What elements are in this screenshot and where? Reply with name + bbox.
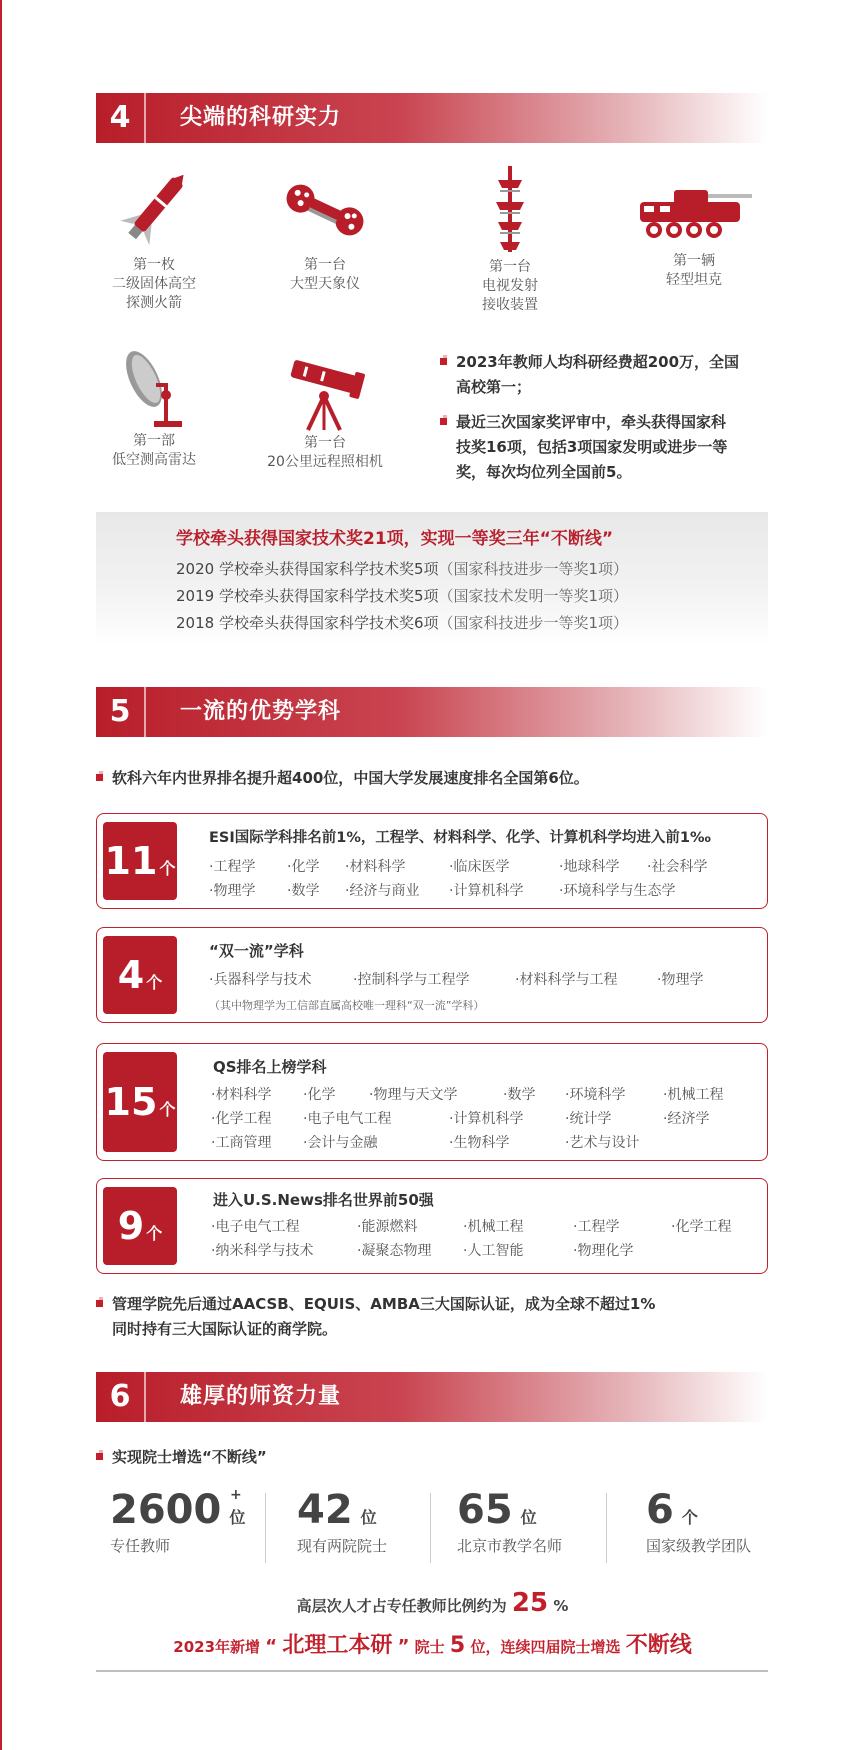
telescope-camera-icon	[280, 352, 370, 432]
subject-tag: ·计算机科学	[449, 1111, 524, 1127]
section-header-4	[96, 93, 768, 143]
subject-tag: ·经济与商业	[345, 883, 420, 899]
subject-tag: ·环境科学	[565, 1087, 626, 1103]
subject-tag: ·机械工程	[663, 1087, 724, 1103]
subject-tag: ·化学	[287, 859, 320, 875]
subject-tag: ·会计与金融	[303, 1135, 378, 1151]
subject-tag: ·艺术与设计	[565, 1135, 640, 1151]
bullet-marker	[96, 1300, 103, 1307]
count-number: 9	[117, 1204, 145, 1248]
subject-tag: ·人工智能	[463, 1243, 524, 1259]
award-paren: （国家科技进步一等奖1项）	[438, 614, 629, 632]
subject-tag: ·物理学	[657, 972, 704, 988]
research-bullet-1	[440, 350, 770, 400]
count-number: 4	[117, 953, 145, 997]
award-main: 2020 学校牵头获得国家科学技术奖5项	[176, 560, 439, 578]
stat-value: 42	[297, 1487, 353, 1533]
tank-icon	[634, 180, 754, 250]
subject-tag: ·兵器科学与技术	[209, 972, 312, 988]
academician-highlight	[0, 1628, 865, 1659]
caption-line: 低空测高雷达	[112, 452, 196, 468]
subject-tag: ·化学工程	[671, 1219, 732, 1235]
ratio-symbol: %	[553, 1597, 569, 1615]
stat-beijing-teachers	[457, 1487, 562, 1556]
highlight-text: 2023年新增	[173, 1638, 261, 1656]
count-badge	[103, 1187, 177, 1265]
caption-line: 二级固体高空	[112, 276, 196, 292]
esi-panel	[96, 813, 768, 909]
caption-line: 第一台	[304, 257, 346, 273]
ratio-value: 25	[511, 1588, 549, 1618]
highlight-text: 位，连续四届院士增选	[470, 1638, 621, 1656]
stat-label: 专任教师	[110, 1537, 171, 1555]
award-paren: （国家技术发明一等奖1项）	[438, 587, 629, 605]
subject-tag: ·材料科学	[211, 1087, 272, 1103]
subject-tag: ·电子电气工程	[211, 1219, 300, 1235]
quote-mark: “	[265, 1636, 278, 1657]
bullet-marker	[440, 418, 447, 425]
section-number: 4	[96, 93, 146, 143]
subject-tag: ·社会科学	[647, 859, 708, 875]
subject-tag: ·经济学	[663, 1111, 710, 1127]
subject-tag: ·环境科学与生态学	[559, 883, 676, 899]
first-remote-camera	[255, 352, 395, 472]
stat-unit: 个	[681, 1508, 698, 1527]
section-title: 尖端的科研实力	[180, 105, 342, 130]
highlight-text: 北理工本研	[282, 1633, 393, 1658]
highlight-text: 院士	[414, 1638, 445, 1656]
intro-text: 实现院士增选“不断线”	[112, 1448, 267, 1466]
section-header-5	[96, 687, 768, 737]
caption-line: 第一台	[304, 435, 346, 451]
award-main: 2019 学校牵头获得国家科学技术奖5项	[176, 587, 439, 605]
stat-teaching-teams	[646, 1487, 751, 1556]
bullet-line: 技奖16项，包括3项国家发明或进步一等	[456, 438, 728, 456]
divider	[606, 1493, 607, 1563]
first-planetarium	[255, 170, 395, 294]
panel-title: “双一流”学科	[209, 942, 304, 960]
subject-tag: ·物理化学	[573, 1243, 634, 1259]
bullet-line: 高校第一；	[456, 378, 532, 396]
double-first-class-panel	[96, 927, 768, 1023]
award-line-2018	[176, 612, 628, 633]
subject-tag: ·化学	[303, 1087, 336, 1103]
panel-title: QS排名上榜学科	[213, 1058, 327, 1076]
caption-line: 大型天象仪	[290, 276, 360, 292]
bullet-line: 管理学院先后通过AACSB、EQUIS、AMBA三大国际认证，成为全球不超过1%	[112, 1295, 656, 1313]
subject-tag: ·化学工程	[211, 1111, 272, 1127]
subject-tag: ·计算机科学	[449, 883, 524, 899]
stat-unit: 位	[229, 1508, 246, 1527]
bullet-marker	[96, 1453, 103, 1460]
section-number: 6	[96, 1372, 146, 1422]
quote-mark: ”	[397, 1636, 410, 1657]
highlight-text: 不断线	[625, 1633, 692, 1658]
count-number: 11	[104, 839, 158, 883]
plus-sign: +	[230, 1487, 242, 1503]
stat-unit: 位	[520, 1508, 537, 1527]
stat-label: 国家级教学团队	[646, 1537, 752, 1555]
highlight-number: 5	[449, 1633, 466, 1658]
subject-tag: ·地球科学	[559, 859, 620, 875]
first-tank	[624, 180, 764, 290]
subject-tag: ·机械工程	[463, 1219, 524, 1235]
ratio-text: 高层次人才占专任教师比例约为	[296, 1597, 507, 1615]
award-panel	[96, 512, 768, 646]
section-number: 5	[96, 687, 146, 737]
caption-line: 电视发射	[482, 278, 538, 294]
caption-line: 第一部	[133, 433, 175, 449]
subject-tag: ·工程学	[573, 1219, 620, 1235]
caption-line: 第一台	[489, 259, 531, 275]
bullet-marker	[96, 774, 103, 781]
bullet-marker	[440, 358, 447, 365]
bullet-line: 奖，每次均位列全国前5。	[456, 463, 632, 481]
award-paren: （国家科技进步一等奖1项）	[438, 560, 629, 578]
divider	[265, 1493, 266, 1563]
caption-line: 第一枚	[133, 257, 175, 273]
subject-tag: ·临床医学	[449, 859, 510, 875]
count-unit: 个	[146, 1224, 163, 1243]
stat-label: 北京市教学名师	[457, 1537, 563, 1555]
subject-tag: ·工商管理	[211, 1135, 272, 1151]
section-title: 雄厚的师资力量	[180, 1384, 342, 1409]
count-number: 15	[104, 1080, 158, 1124]
subject-tag: ·凝聚态物理	[357, 1243, 432, 1259]
faculty-intro	[96, 1445, 496, 1470]
stat-value: 6	[646, 1487, 674, 1533]
panel-title: 进入U.S.News排名世界前50强	[213, 1191, 434, 1209]
planetarium-projector-icon	[280, 170, 370, 250]
caption-line: 第一辆	[673, 253, 715, 269]
discipline-intro	[96, 766, 776, 791]
count-unit: 个	[146, 973, 163, 992]
bottom-rule	[96, 1670, 768, 1672]
count-badge	[103, 822, 177, 900]
subject-tag: ·工程学	[209, 859, 256, 875]
subject-tag: ·能源燃料	[357, 1219, 418, 1235]
stat-academicians	[297, 1487, 387, 1556]
rocket-icon	[109, 170, 199, 250]
subject-tag: ·生物科学	[449, 1135, 510, 1151]
tv-tower-icon	[480, 166, 540, 252]
count-badge	[103, 1052, 177, 1152]
usnews-panel	[96, 1178, 768, 1274]
count-badge	[103, 936, 177, 1014]
business-school-note	[96, 1292, 776, 1342]
subject-tag: ·统计学	[565, 1111, 612, 1127]
subject-tag: ·控制科学与工程学	[353, 972, 470, 988]
subject-tag: ·纳米科学与技术	[211, 1243, 314, 1259]
award-headline: 学校牵头获得国家技术奖21项，实现一等奖三年“不断线”	[176, 529, 614, 549]
divider	[430, 1493, 431, 1563]
award-line-2020	[176, 558, 628, 579]
subject-tag: ·材料科学	[345, 859, 406, 875]
subject-tag: ·数学	[503, 1087, 536, 1103]
left-border	[0, 0, 2, 1750]
count-unit: 个	[159, 859, 176, 878]
stat-value: 2600	[110, 1487, 222, 1533]
subject-tag: ·电子电气工程	[303, 1111, 392, 1127]
bullet-line: 2023年教师人均科研经费超200万，全国	[456, 353, 740, 371]
stat-full-time-teachers	[110, 1487, 245, 1556]
bullet-line: 最近三次国家奖评审中，牵头获得国家科	[456, 413, 727, 431]
research-bullet-2	[440, 410, 770, 485]
panel-title: ESI国际学科排名前1%，工程学、材料科学、化学、计算机科学均进入前1‰	[209, 830, 711, 846]
award-line-2019	[176, 585, 628, 606]
caption-line: 20公里远程照相机	[267, 454, 383, 470]
radar-dish-icon	[114, 345, 194, 430]
stat-unit: 位	[360, 1508, 377, 1527]
stat-label: 现有两院院士	[297, 1537, 388, 1555]
subject-tag: ·材料科学与工程	[515, 972, 618, 988]
intro-text: 软科六年内世界排名提升超400位，中国大学发展速度排名全国第6位。	[112, 769, 589, 787]
first-tv-receiver	[440, 166, 580, 315]
talent-ratio	[0, 1588, 865, 1618]
caption-line: 轻型坦克	[666, 272, 722, 288]
count-unit: 个	[159, 1100, 176, 1119]
section-header-6	[96, 1372, 768, 1422]
subject-tag: ·数学	[287, 883, 320, 899]
first-rocket	[84, 170, 224, 313]
section-title: 一流的优势学科	[180, 699, 342, 724]
award-main: 2018 学校牵头获得国家科学技术奖6项	[176, 614, 439, 632]
bullet-line: 同时持有三大国际认证的商学院。	[112, 1320, 338, 1338]
caption-line: 探测火箭	[126, 295, 182, 311]
subject-tag: ·物理与天文学	[369, 1087, 458, 1103]
stat-value: 65	[457, 1487, 513, 1533]
footnote: （其中物理学为工信部直属高校唯一理科“双一流”学科）	[209, 999, 485, 1012]
first-radar	[84, 345, 224, 470]
subject-tag: ·物理学	[209, 883, 256, 899]
caption-line: 接收装置	[482, 297, 538, 313]
qs-panel	[96, 1043, 768, 1161]
